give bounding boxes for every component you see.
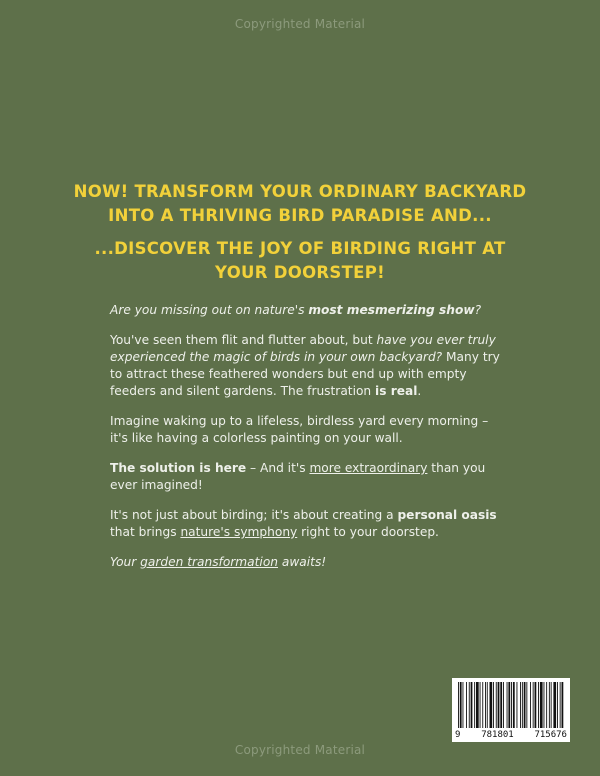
isbn-number: 9 781801 715676: [455, 730, 567, 740]
headline-discover: ...DISCOVER THE JOY OF BIRDING RIGHT AT YOUR DOORSTEP!: [94, 239, 506, 282]
barcode-bar: [557, 682, 558, 728]
copyright-watermark-bottom: Copyrighted Material: [234, 743, 366, 757]
barcode-bar: [522, 682, 523, 728]
barcode-bar: [544, 682, 545, 728]
barcode-bar: [476, 682, 479, 728]
barcode-bar: [463, 682, 464, 728]
barcode-bar: [560, 682, 561, 728]
copyright-watermark-top: Copyrighted Material: [234, 17, 366, 31]
barcode-bar: [535, 682, 537, 728]
barcode-bar: [500, 682, 502, 728]
barcode-bar: [538, 682, 539, 728]
barcode-bar: [508, 682, 510, 728]
barcode-bar: [533, 682, 534, 728]
barcode-bar: [549, 682, 550, 728]
barcode-bar: [469, 682, 470, 728]
barcode-bar: [546, 682, 547, 728]
barcode-bar: [503, 682, 504, 728]
paragraph-oasis: It's not just about birding; it's about creating a personal oasis that brings nature's symphony right to your doorstep.: [110, 508, 497, 539]
paragraph-awaits: Your garden transformation awaits!: [110, 555, 327, 569]
barcode-bar: [513, 682, 515, 728]
barcode-bar: [493, 682, 494, 728]
barcode-bars: [456, 682, 566, 728]
paragraph-imagine: Imagine waking up to a lifeless, birdless yard every morning – it's like having a colorless painting on your wall.: [110, 414, 489, 445]
barcode-bar: [485, 682, 486, 728]
barcode-bar: [526, 682, 527, 728]
headline-transform: NOW! TRANSFORM YOUR ORDINARY BACKYARD INTO A THRIVING BIRD PARADISE AND...: [73, 182, 527, 225]
paragraph-frustration: You've seen them flit and flutter about, but have you ever truly experienced the magic of birds in your own backyard? Many try to attract these feathered wonders but end up with empty feeders and silent gardens. The frustration is real.: [110, 333, 500, 398]
barcode-bar: [471, 682, 473, 728]
barcode-bar: [553, 682, 556, 728]
barcode-bar: [511, 682, 512, 728]
barcode-bar: [524, 682, 526, 728]
barcode-bar: [520, 682, 521, 728]
barcode-bar: [517, 682, 518, 728]
barcode-bar: [530, 682, 531, 728]
barcode-bar: [458, 682, 459, 728]
blurb-text: [110, 302, 505, 584]
barcode-bar: [460, 682, 462, 728]
barcode-bar: [474, 682, 475, 728]
barcode-bar: [498, 682, 500, 728]
paragraph-question: Are you missing out on nature's most mesmerizing show?: [110, 303, 482, 317]
barcode-bar: [562, 682, 564, 728]
barcode-bar: [551, 682, 552, 728]
barcode-bar: [487, 682, 488, 728]
barcode-bar: [490, 682, 493, 728]
barcode-bar: [496, 682, 497, 728]
paragraph-solution: The solution is here – And it's more extraordinary than you ever imagined!: [110, 461, 486, 492]
barcode-bar: [482, 682, 483, 728]
barcode-bar: [466, 682, 467, 728]
isbn-barcode: [452, 678, 570, 742]
barcode-bar: [480, 682, 481, 728]
barcode-bar: [507, 682, 508, 728]
barcode-bar: [540, 682, 543, 728]
